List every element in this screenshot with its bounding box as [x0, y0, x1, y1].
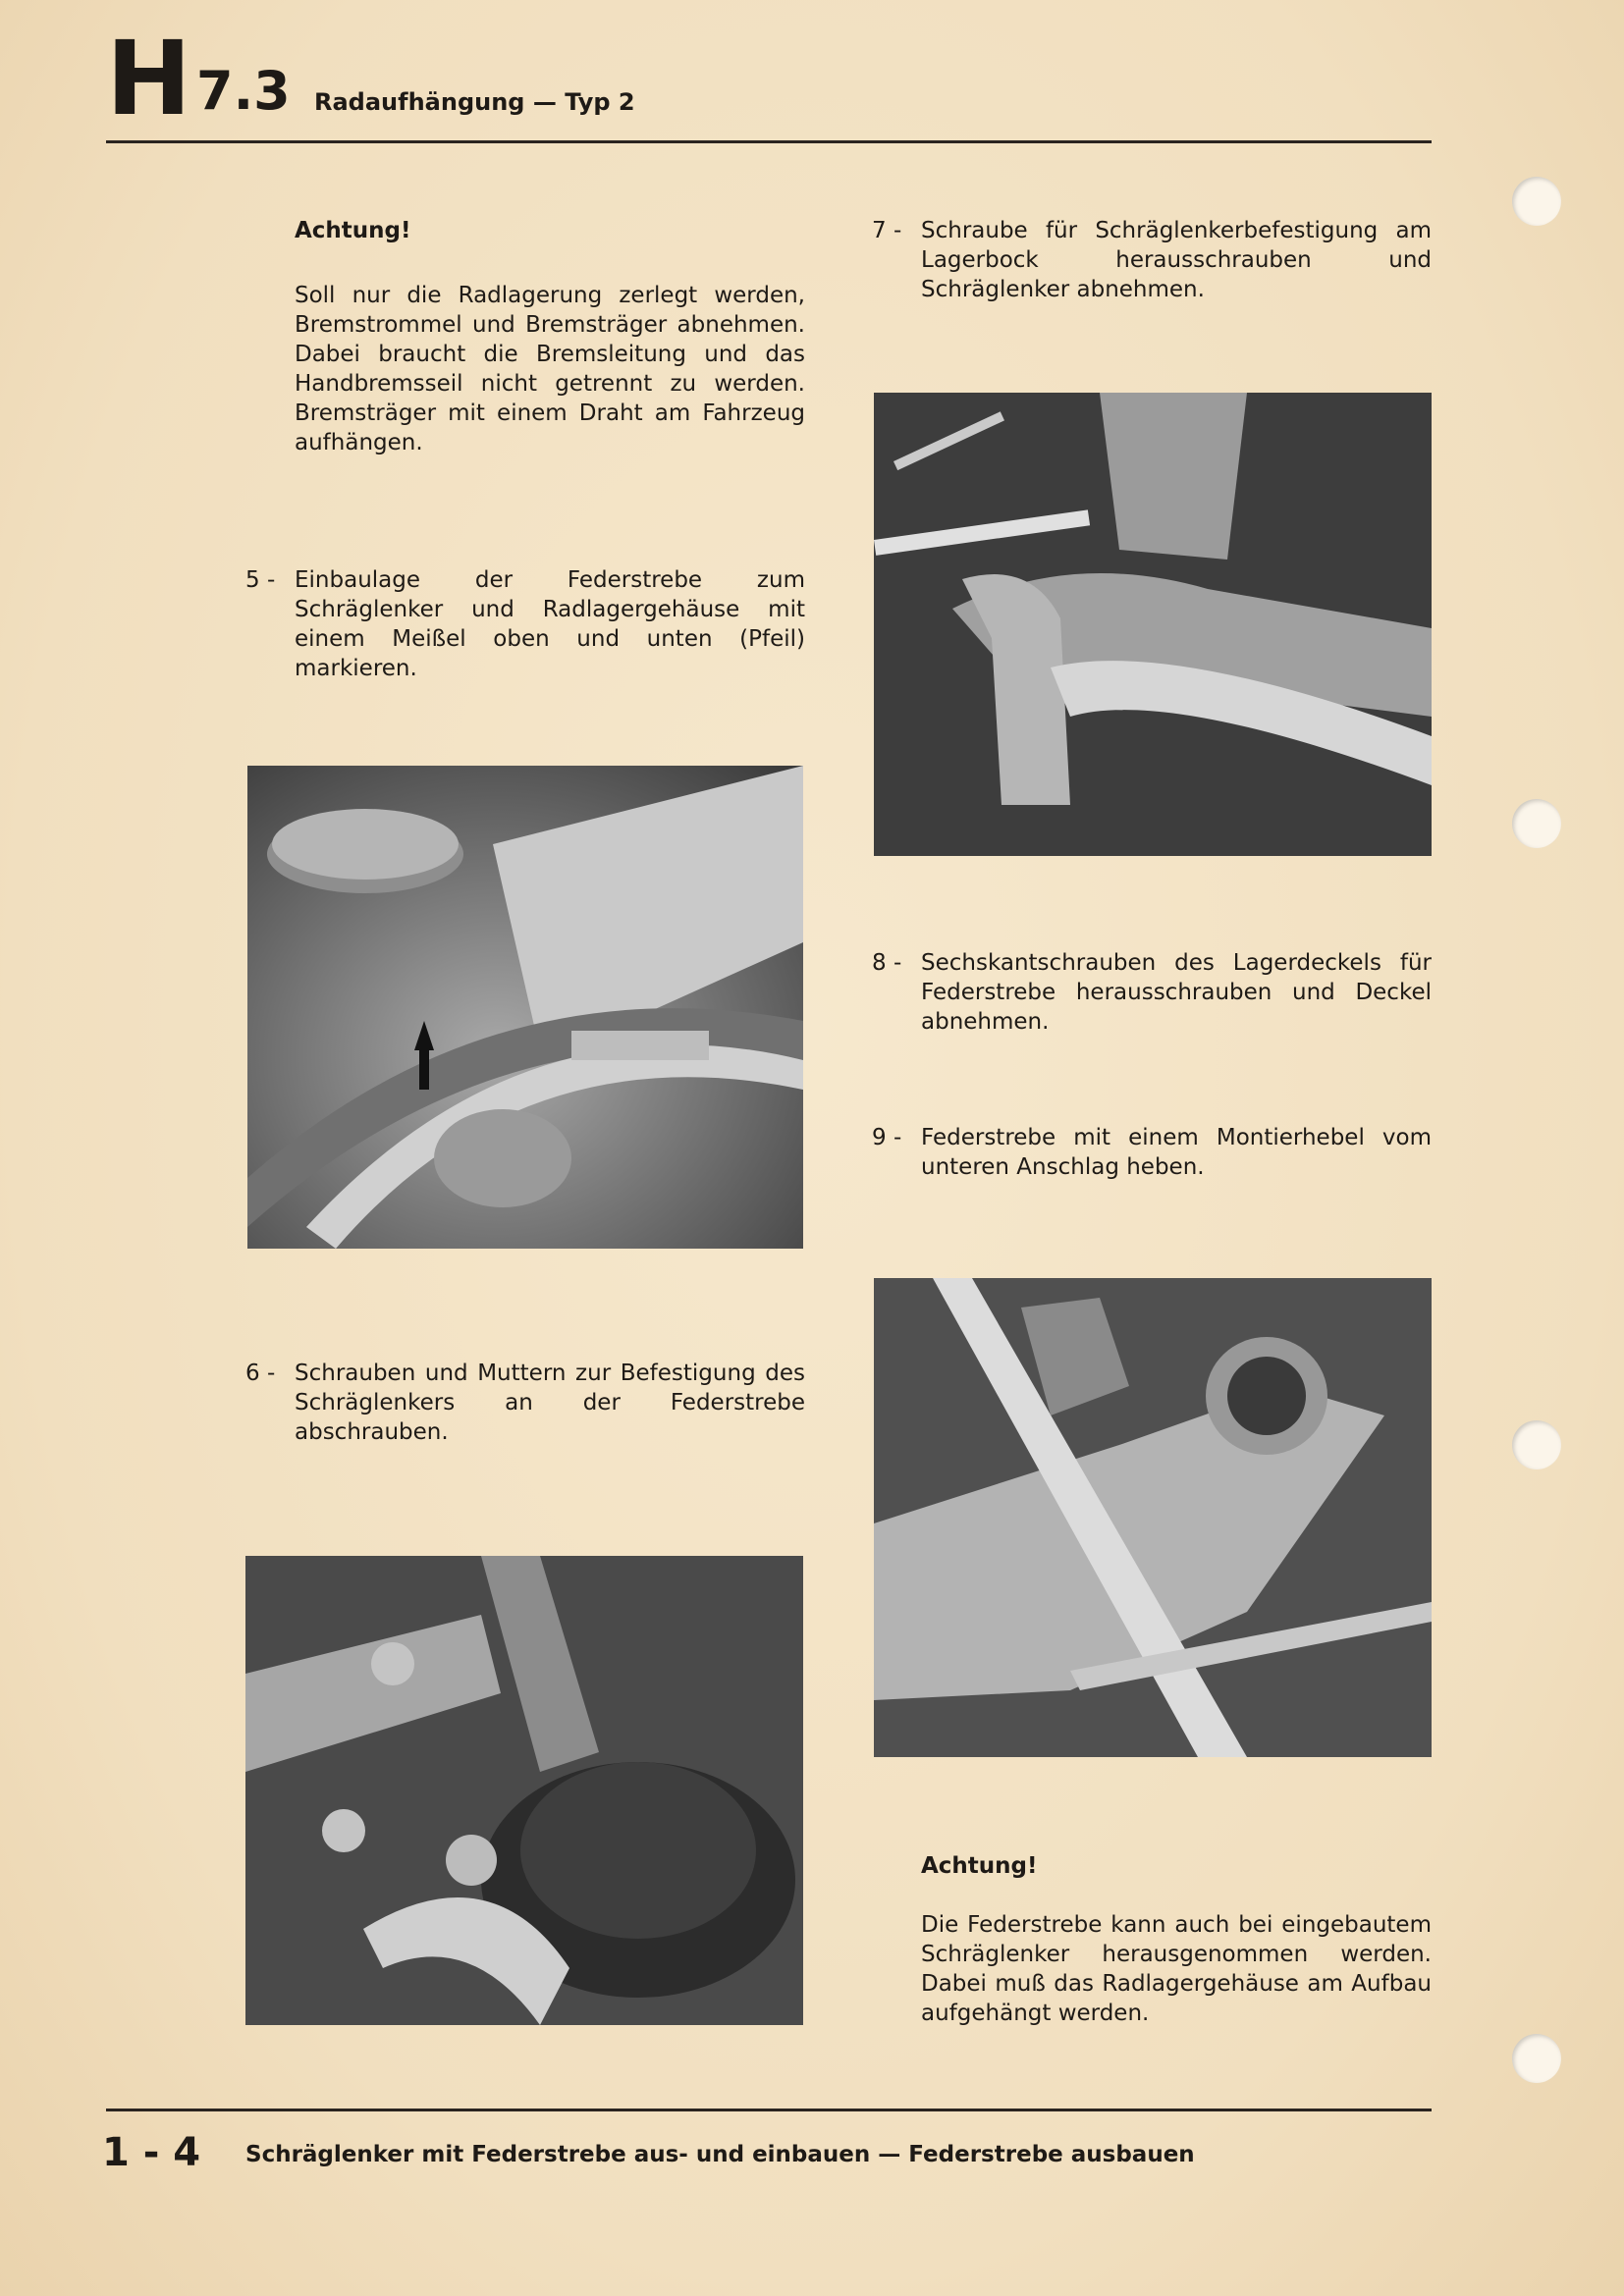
warning-text-left: Soll nur die Radlagerung zerlegt werden, Bremstrommel und Bremsträger abnehmen. Dabei braucht die Bremsleitung und das Handbremsseil nicht getrennt zu werden. Bremsträger mit einem Draht am Fahrzeug aufhängen.: [295, 283, 805, 455]
section-letter: H: [106, 19, 192, 138]
photo-schraeglenker-bolts: [245, 1556, 803, 2025]
step-7-text: Schraube für Schräglenkerbefestigung am Lagerbock herausschrauben und Schräglenker abnehmen.: [921, 218, 1432, 302]
warning-title-left: Achtung!: [295, 218, 411, 243]
punch-hole: [1512, 1420, 1561, 1469]
punch-hole: [1512, 177, 1561, 226]
step-number: 6 -: [245, 1361, 276, 1386]
punch-hole: [1512, 799, 1561, 848]
step-number: 7 -: [872, 218, 902, 243]
page-number: 1 - 4: [102, 2130, 201, 2175]
header-rule: [106, 140, 1432, 143]
page-title: Radaufhängung — Typ 2: [314, 88, 635, 116]
step-number: 8 -: [872, 950, 902, 976]
step-number: 9 -: [872, 1125, 902, 1150]
photo-lagerbock-screw: [874, 393, 1432, 856]
section-number: 7.3: [196, 60, 291, 122]
photo-federstrebe-marking: [247, 766, 803, 1249]
step-9-text: Federstrebe mit einem Montierhebel vom unteren Anschlag heben.: [921, 1125, 1432, 1180]
warning-text-right: Die Federstrebe kann auch bei eingebautem Schräglenker herausgenommen werden. Dabei muß das Radlagergehäuse am Aufbau aufgehängt werden.: [921, 1912, 1432, 2026]
photo-montierhebel: [874, 1278, 1432, 1757]
step-6-text: Schrauben und Muttern zur Befestigung des Schräglenkers an der Federstrebe abschrauben.: [295, 1361, 805, 1445]
step-number: 5 -: [245, 567, 276, 593]
step-8-text: Sechskantschrauben des Lagerdeckels für Federstrebe herausschrauben und Deckel abnehmen.: [921, 950, 1432, 1035]
punch-hole: [1512, 2034, 1561, 2083]
warning-title-right: Achtung!: [921, 1853, 1038, 1879]
footer-title: Schräglenker mit Federstrebe aus- und einbauen — Federstrebe ausbauen: [245, 2142, 1195, 2167]
step-5-text: Einbaulage der Federstrebe zum Schräglenker und Radlagergehäuse mit einem Meißel oben und unten (Pfeil) markieren.: [295, 567, 805, 681]
footer-rule: [106, 2109, 1432, 2111]
